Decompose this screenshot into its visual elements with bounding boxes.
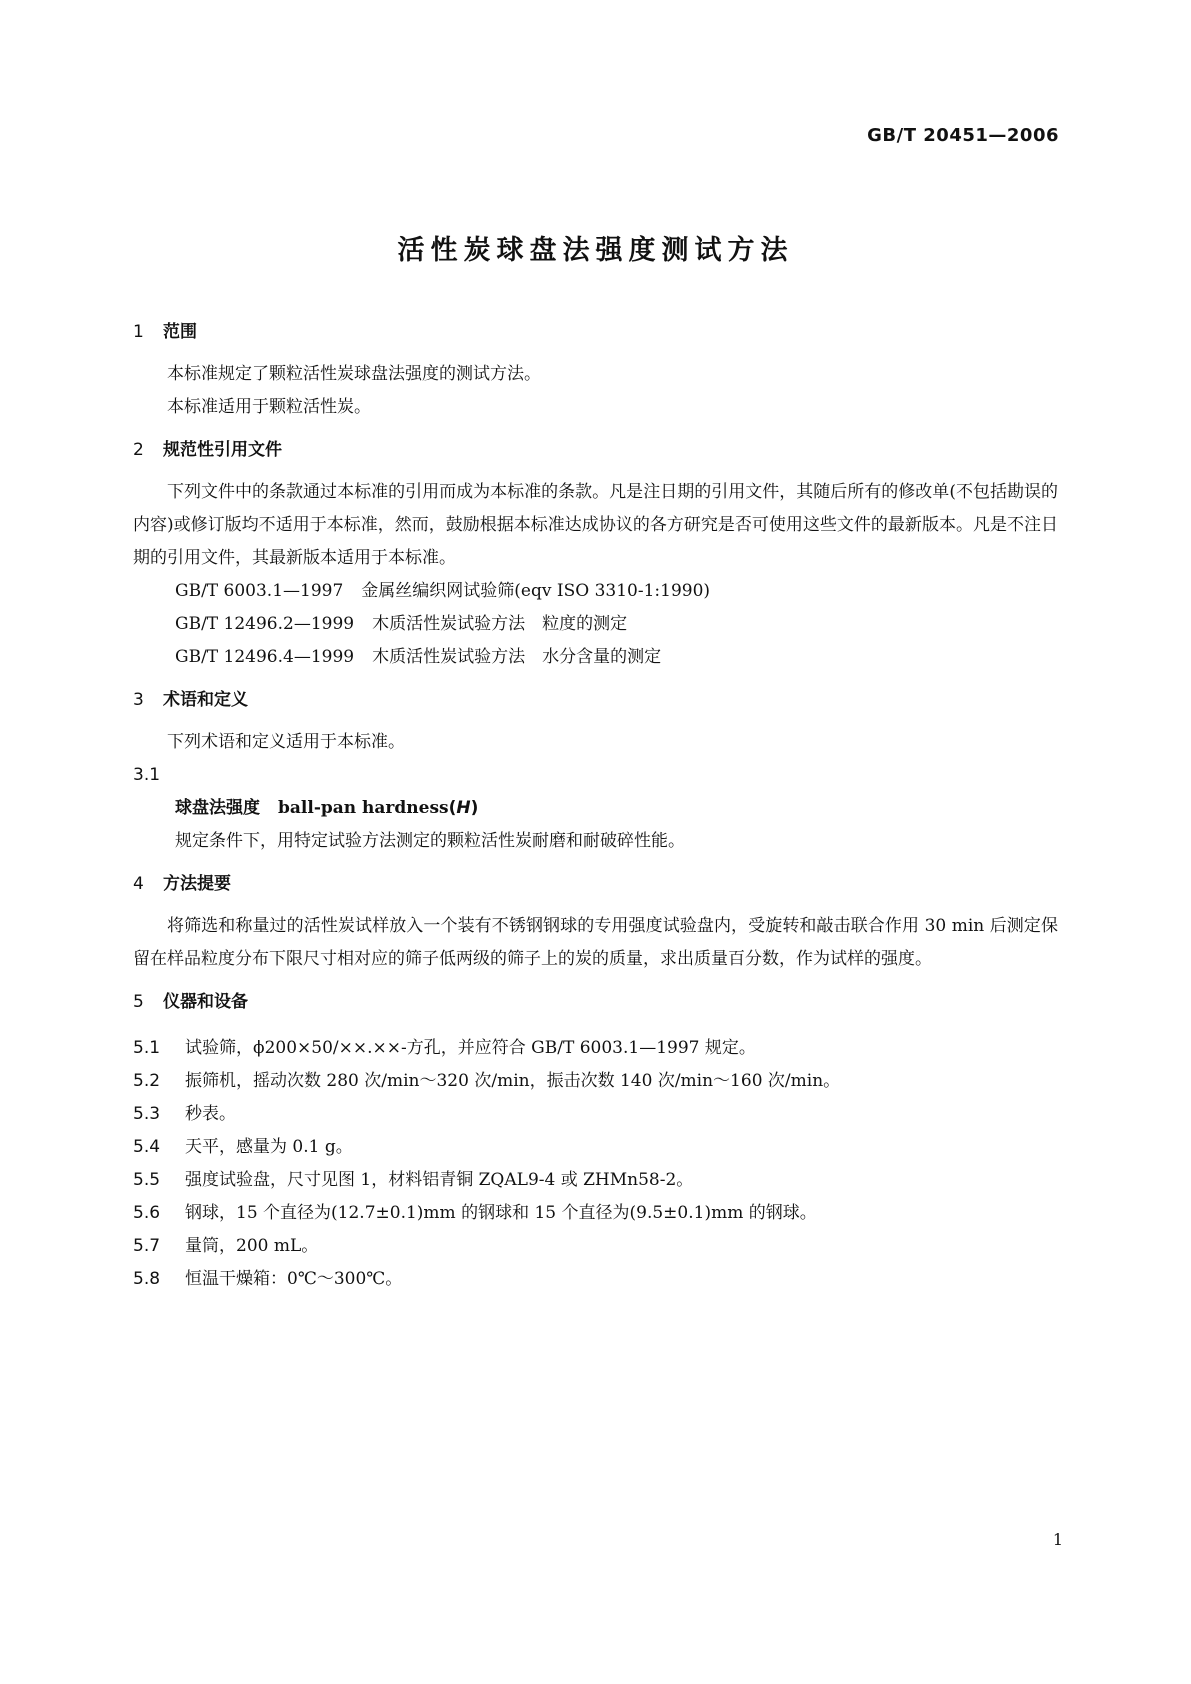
normative-references-intro: 下列文件中的条款通过本标准的引用而成为本标准的条款。凡是注日期的引用文件，其随后所有的修改单(不包括勘误的内容)或修订版均不适用于本标准，然而，鼓励根据本标准达成协议的各方研究是否可使用这些文件的最新版本。凡是不注日期的引用文件，其最新版本适用于本标准。: [133, 482, 1058, 568]
section-title: 术语和定义: [163, 690, 248, 710]
section-title: 仪器和设备: [163, 992, 248, 1012]
term-definition: 规定条件下，用特定试验方法测定的颗粒活性炭耐磨和耐破碎性能。: [175, 831, 685, 851]
section-heading-principle: [133, 872, 1058, 896]
item-number: 5.8: [133, 1269, 161, 1289]
apparatus-item: [133, 1164, 1058, 1197]
apparatus-item: [133, 1263, 1058, 1296]
apparatus-item: [133, 1197, 1058, 1230]
item-text: 强度试验盘，尺寸见图 1，材料铝青铜 ZQAL9-4 或 ZHMn58-2。: [185, 1170, 694, 1190]
document-title: 活性炭球盘法强度测试方法: [397, 235, 794, 266]
term-english: ball-pan hardness: [278, 798, 449, 818]
scope-paragraph-2: 本标准适用于颗粒活性炭。: [167, 397, 371, 417]
scope-paragraph-1: 本标准规定了颗粒活性炭球盘法强度的测试方法。: [167, 364, 541, 384]
apparatus-item: [133, 1230, 1058, 1263]
reference-code: GB/T 12496.4—1999: [175, 647, 355, 667]
section-title: 规范性引用文件: [163, 440, 282, 460]
item-text: 钢球，15 个直径为(12.7±0.1)mm 的钢球和 15 个直径为(9.5±0.1)mm 的钢球。: [185, 1203, 817, 1223]
apparatus-item: [133, 1131, 1058, 1164]
item-text: 振筛机，摇动次数 280 次/min～320 次/min，振击次数 140 次/min～160 次/min。: [185, 1071, 841, 1091]
document-body: [133, 320, 1058, 1296]
item-number: 5.2: [133, 1071, 161, 1091]
section-title: 方法提要: [163, 874, 231, 894]
reference-title: 木质活性炭试验方法 水分含量的测定: [372, 647, 662, 667]
terms-intro: 下列术语和定义适用于本标准。: [167, 732, 405, 752]
term-symbol: H: [456, 798, 471, 818]
term-symbol-open: (: [448, 798, 457, 818]
section-number: 1: [133, 322, 144, 342]
term-chinese: 球盘法强度: [175, 798, 260, 818]
standard-code: GB/T 20451—2006: [867, 125, 1059, 146]
item-number: 5.7: [133, 1236, 161, 1256]
item-number: 5.3: [133, 1104, 161, 1124]
term-entry: [133, 792, 1058, 825]
item-number: 5.6: [133, 1203, 161, 1223]
page-number: 1: [1052, 1530, 1063, 1549]
item-number: 5.4: [133, 1137, 161, 1157]
reference-item: [133, 575, 1058, 608]
reference-item: [133, 641, 1058, 674]
section-heading-terms: [133, 688, 1058, 712]
term-symbol-close: ): [470, 798, 479, 818]
apparatus-item: [133, 1032, 1058, 1065]
item-text: 恒温干燥箱：0℃～300℃。: [185, 1269, 403, 1289]
section-number: 5: [133, 992, 144, 1012]
item-text: 量筒，200 mL。: [185, 1236, 319, 1256]
reference-title: 金属丝编织网试验筛(eqv ISO 3310-1:1990): [361, 581, 711, 601]
reference-code: GB/T 6003.1—1997: [175, 581, 344, 601]
section-heading-apparatus: [133, 990, 1058, 1014]
term-number: 3.1: [133, 765, 161, 785]
item-number: 5.5: [133, 1170, 161, 1190]
apparatus-item: [133, 1098, 1058, 1131]
reference-code: GB/T 12496.2—1999: [175, 614, 355, 634]
reference-title: 木质活性炭试验方法 粒度的测定: [372, 614, 628, 634]
section-number: 3: [133, 690, 144, 710]
section-heading-scope: [133, 320, 1058, 344]
section-number: 2: [133, 440, 144, 460]
item-text: 秒表。: [185, 1104, 236, 1124]
section-title: 范围: [163, 322, 197, 342]
apparatus-item: [133, 1065, 1058, 1098]
principle-text: 将筛选和称量过的活性炭试样放入一个装有不锈钢钢球的专用强度试验盘内，受旋转和敲击联合作用 30 min 后测定保留在样品粒度分布下限尺寸相对应的筛子低两级的筛子上的炭的质量，求出质量百分数，作为试样的强度。: [133, 916, 1058, 969]
reference-item: [133, 608, 1058, 641]
item-text: 天平，感量为 0.1 g。: [185, 1137, 353, 1157]
item-text: 试验筛，ϕ200×50/××.××-方孔，并应符合 GB/T 6003.1—1997 规定。: [185, 1038, 756, 1058]
section-heading-normative-references: [133, 438, 1058, 462]
section-number: 4: [133, 874, 144, 894]
item-number: 5.1: [133, 1038, 161, 1058]
